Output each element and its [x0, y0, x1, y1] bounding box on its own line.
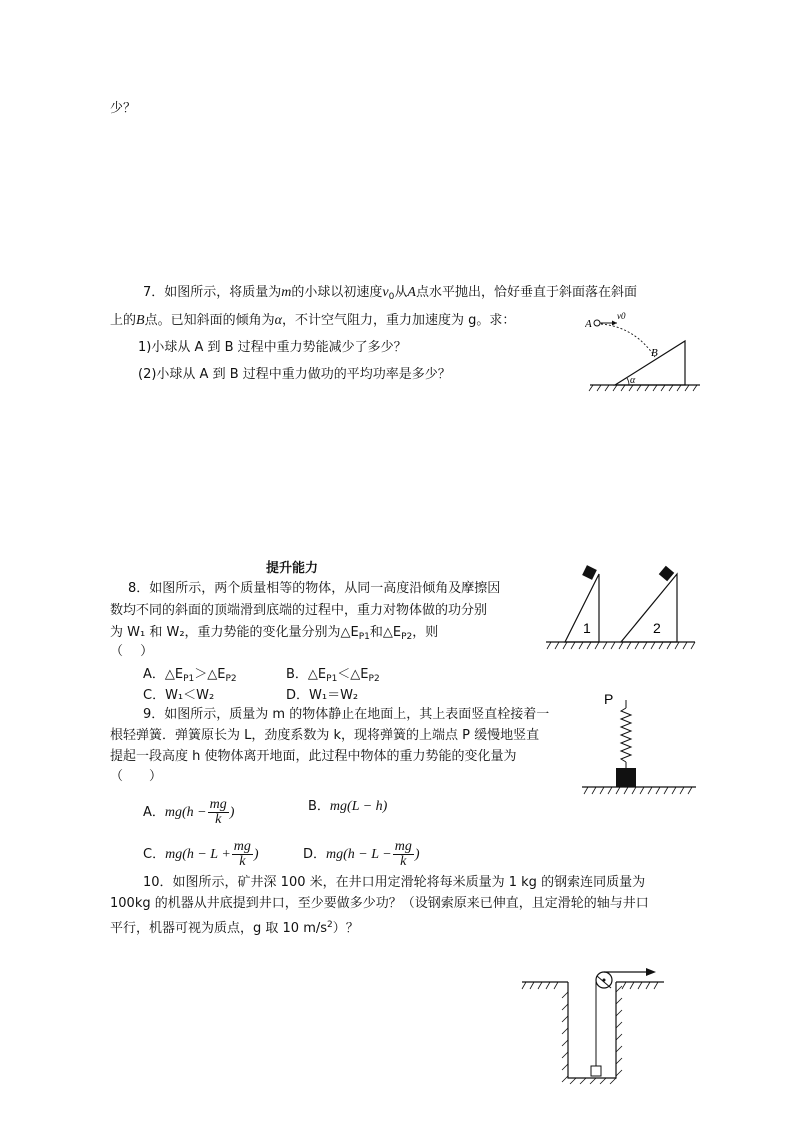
label-A: A: [585, 318, 592, 330]
q8-line-2: 数均不同的斜面的顶端滑到底端的过程中，重力对物体做的功分别: [110, 603, 488, 618]
q9-option-b: B．mg(L − h): [308, 799, 388, 814]
q9-line-3: 提起一段高度 h 使物体离开地面，此过程中物体的重力势能的变化量为: [110, 749, 517, 764]
q7-line-2: 上的B点。已知斜面的倾角为α，不计空气阻力，重力加速度为 g。求：: [110, 313, 516, 328]
q8-answer-blank: （ ）: [110, 644, 154, 659]
block: [616, 768, 636, 787]
fraction: $\frac{mg}{k}$: [394, 839, 412, 869]
q7-subquestion-2: (2)小球从 A 到 B 过程中重力做功的平均功率是多少？: [138, 367, 451, 382]
section-title: 提升能力: [266, 561, 319, 576]
block-2: [659, 566, 674, 581]
q9-line-1: 9．如图所示，质量为 m 的物体静止在地面上，其上表面竖直栓接着一: [143, 707, 550, 722]
block-1: [582, 565, 597, 580]
q10-line-2: 100kg 的机器从井底提到井口，至少要做多少功？（设钢索原来已伸直，且定滑轮的轴与井口: [110, 896, 649, 911]
incline-1: [565, 574, 599, 642]
q7-incline-figure: [585, 305, 705, 395]
shaft-walls: [568, 982, 616, 1078]
ground-hatch: [547, 642, 695, 649]
surface-hatch: [522, 982, 658, 989]
ball: [594, 320, 600, 326]
pull-arrowhead: [646, 968, 656, 976]
label-alpha: α: [630, 375, 636, 386]
incline-2: [621, 574, 677, 642]
q8-option-d: D．W₁＝W₂: [286, 688, 359, 703]
q8-option-c: C．W₁＜W₂: [143, 688, 215, 703]
label-2: 2: [653, 620, 661, 636]
q8-line-3: 为 W₁ 和 W₂，重力势能的变化量分别为$\triangle E_{P1}$和$\triangle E_{P2}$，则: [110, 625, 439, 642]
q7-subquestion-1: 1)小球从 A 到 B 过程中重力势能减少了多少？: [138, 340, 407, 355]
q10-line-3: 平行，机器可视为质点，g 取 10 $m/s^2$）？: [110, 920, 359, 936]
label-v0: v0: [617, 311, 626, 321]
q9-option-a: A．mg(h − $\frac{mg}{k}$ ): [143, 797, 235, 827]
fraction: $\frac{mg}{k}$: [209, 797, 227, 827]
ground-hatch: [584, 787, 692, 794]
label-B: B: [651, 347, 658, 359]
q9-answer-blank: （ ）: [110, 769, 163, 784]
angle-arc: [627, 378, 629, 385]
q9-line-2: 根轻弹簧．弹簧原长为 L，劲度系数为 k，现将弹簧的上端点 P 缓慢地竖直: [110, 728, 540, 743]
q8-two-inclines-figure: [543, 560, 698, 660]
q9-option-c: C．mg(h − L + $\frac{mg}{k}$ ): [143, 839, 259, 869]
q10-line-1: 10．如图所示，矿井深 100 米，在井口用定滑轮将每米质量为 1 kg 的钢索连同质量为: [143, 875, 646, 890]
fraction: $\frac{mg}{k}$: [233, 839, 251, 869]
q9-option-d: D．mg(h − L − $\frac{mg}{k}$ ): [303, 839, 420, 869]
label-1: 1: [583, 620, 591, 636]
q10-mine-shaft-figure: [518, 962, 668, 1092]
trajectory: [601, 324, 655, 357]
q8-line-1: 8．如图所示，两个质量相等的物体，从同一高度沿倾角及摩擦因: [128, 581, 501, 596]
continued-text: 少？: [110, 101, 137, 116]
machine-box: [591, 1066, 601, 1076]
label-P: P: [604, 691, 614, 707]
q7-line-1: 7．如图所示，将质量为m的小球以初速度$v_0$从A点水平抛出，恰好垂直于斜面落在斜面: [143, 285, 637, 302]
spring-coil: [621, 708, 631, 762]
velocity-arrowhead: [612, 321, 617, 326]
wall-hatch: [562, 986, 622, 1084]
q9-spring-figure: [578, 688, 698, 800]
q8-option-b: B．$\triangle E_{P1}<\triangle E_{P2}$: [286, 667, 380, 684]
q8-option-a: A．$\triangle E_{P1}>\triangle E_{P2}$: [143, 667, 237, 684]
incline-triangle: [615, 341, 685, 385]
ground-hatch: [589, 385, 697, 391]
